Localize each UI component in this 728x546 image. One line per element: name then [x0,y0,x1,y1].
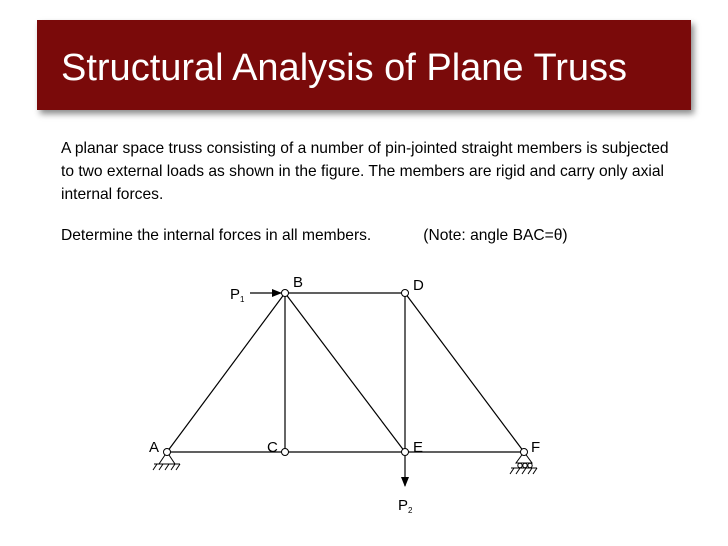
node-label-c: C [267,439,278,456]
angle-note: (Note: angle BAC=θ) [423,227,568,244]
node-label-d: D [413,277,424,294]
node-label-f: F [531,439,541,456]
node-label-e: E [413,439,424,456]
instruction-text: Determine the internal forces in all members. [61,227,372,244]
problem-statement: A planar space truss consisting of a number of pin-jointed straight members is subjected to two external loads as shown in the figure. The members are rigid and carry only axial internal forces. [61,140,669,203]
node-label-b: B [293,274,304,291]
joint-e [402,449,409,456]
slide-title: Structural Analysis of Plane Truss [61,47,628,89]
joint-b [282,290,289,297]
load-label-p2: P [398,497,409,514]
member-be [285,293,405,452]
load-label-p1-subscript: 1 [240,295,245,304]
load-label-p2-subscript: 2 [408,506,413,515]
member-df [405,293,524,452]
node-label-a: A [149,439,160,456]
member-ab [167,293,285,452]
joint-a [164,449,171,456]
joint-c [282,449,289,456]
joint-f [521,449,528,456]
load-label-p1: P [230,286,241,303]
joint-d [402,290,409,297]
